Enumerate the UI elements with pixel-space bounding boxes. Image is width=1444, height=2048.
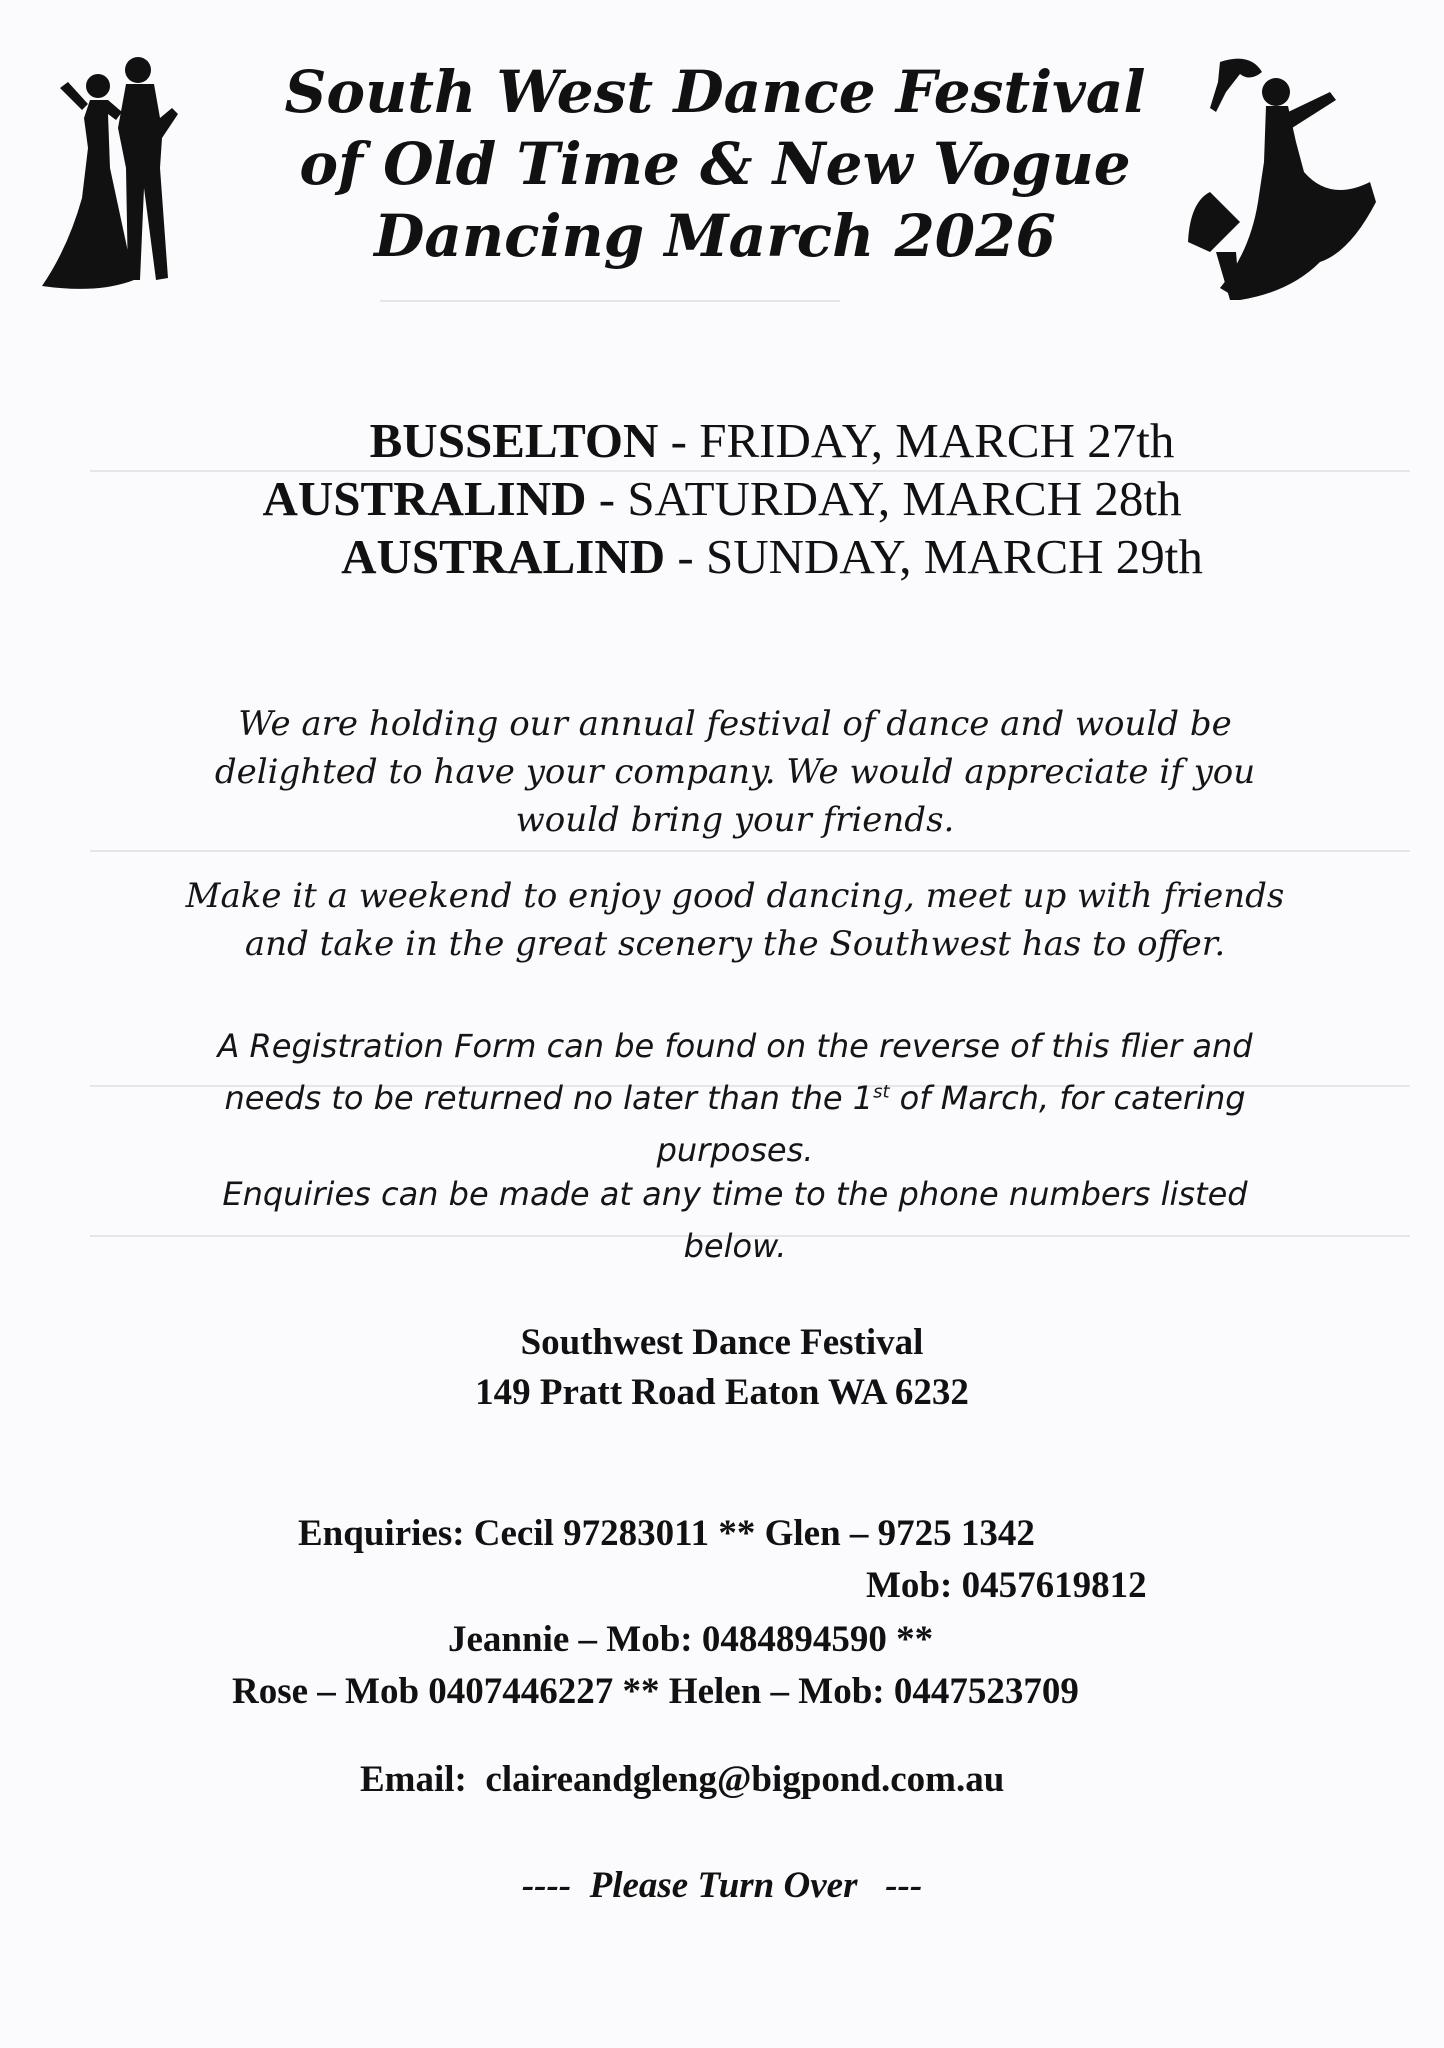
festival-title — [200, 56, 1230, 272]
weekend-paragraph — [150, 872, 1320, 968]
event-date-australind-sunday — [100, 528, 1444, 586]
bleed-line — [90, 850, 1410, 852]
contact-row: Mob: 0457619812 — [866, 1565, 1147, 1606]
enquiries-paragraph — [150, 1168, 1320, 1272]
ordinal-suffix: st — [873, 1081, 890, 1103]
paragraph-line: We are holding our annual festival of dance and would be — [238, 704, 1232, 744]
paragraph-line: purposes. — [656, 1131, 814, 1169]
invitation-paragraph — [150, 700, 1320, 844]
event-date: SATURDAY, MARCH 28th — [627, 471, 1182, 526]
title-line: South West Dance Festival — [284, 58, 1146, 126]
email-label: Email: — [360, 1759, 467, 1800]
event-place: AUSTRALIND — [341, 529, 666, 584]
email-address: claireandgleng@bigpond.com.au — [485, 1759, 1005, 1800]
organisation-name: Southwest Dance Festival — [520, 1322, 924, 1363]
paragraph-line: below. — [683, 1227, 787, 1265]
please-turn-over: ---- Please Turn Over --- — [521, 1865, 923, 1906]
email-line — [360, 1758, 1004, 1801]
registration-text: of March, for catering — [889, 1079, 1246, 1117]
title-line: Dancing March 2026 — [374, 202, 1056, 270]
paragraph-line — [150, 1072, 1320, 1124]
event-place: AUSTRALIND — [262, 471, 587, 526]
event-separator: - — [586, 471, 628, 526]
paragraph-line: Enquiries can be made at any time to the phone numbers listed — [222, 1175, 1248, 1213]
registration-text: needs to be returned no later than the 1 — [224, 1079, 874, 1117]
event-date: SUNDAY, MARCH 29th — [705, 529, 1203, 584]
event-place: BUSSELTON — [369, 413, 659, 468]
paragraph-line: Make it a weekend to enjoy good dancing, meet up with friends — [185, 876, 1285, 916]
event-date: FRIDAY, MARCH 27th — [699, 413, 1175, 468]
event-dates — [0, 412, 1444, 586]
bleed-line — [380, 300, 840, 302]
contact-row: Enquiries: Cecil 97283011 ** Glen – 9725 1342 — [298, 1513, 1035, 1554]
registration-paragraph — [150, 1020, 1320, 1176]
contact-row: Jeannie – Mob: 0484894590 ** — [448, 1619, 934, 1660]
event-date-busselton — [100, 412, 1444, 470]
organisation-address-block — [0, 1318, 1444, 1418]
event-separator: - — [658, 413, 700, 468]
event-separator: - — [665, 529, 706, 584]
paragraph-line: and take in the great scenery the Southwest has to offer. — [244, 924, 1226, 964]
contact-row: Rose – Mob 0407446227 ** Helen – Mob: 0447523709 — [232, 1671, 1079, 1712]
paragraph-line: delighted to have your company. We would appreciate if you — [214, 752, 1256, 792]
event-date-australind-saturday — [0, 470, 1444, 528]
paragraph-line: A Registration Form can be found on the reverse of this flier and — [217, 1027, 1253, 1065]
organisation-address: 149 Pratt Road Eaton WA 6232 — [475, 1372, 969, 1413]
title-line: of Old Time & New Vogue — [299, 130, 1131, 198]
dancing-couple-silhouette-icon — [38, 48, 198, 302]
paragraph-line: would bring your friends. — [515, 800, 955, 840]
